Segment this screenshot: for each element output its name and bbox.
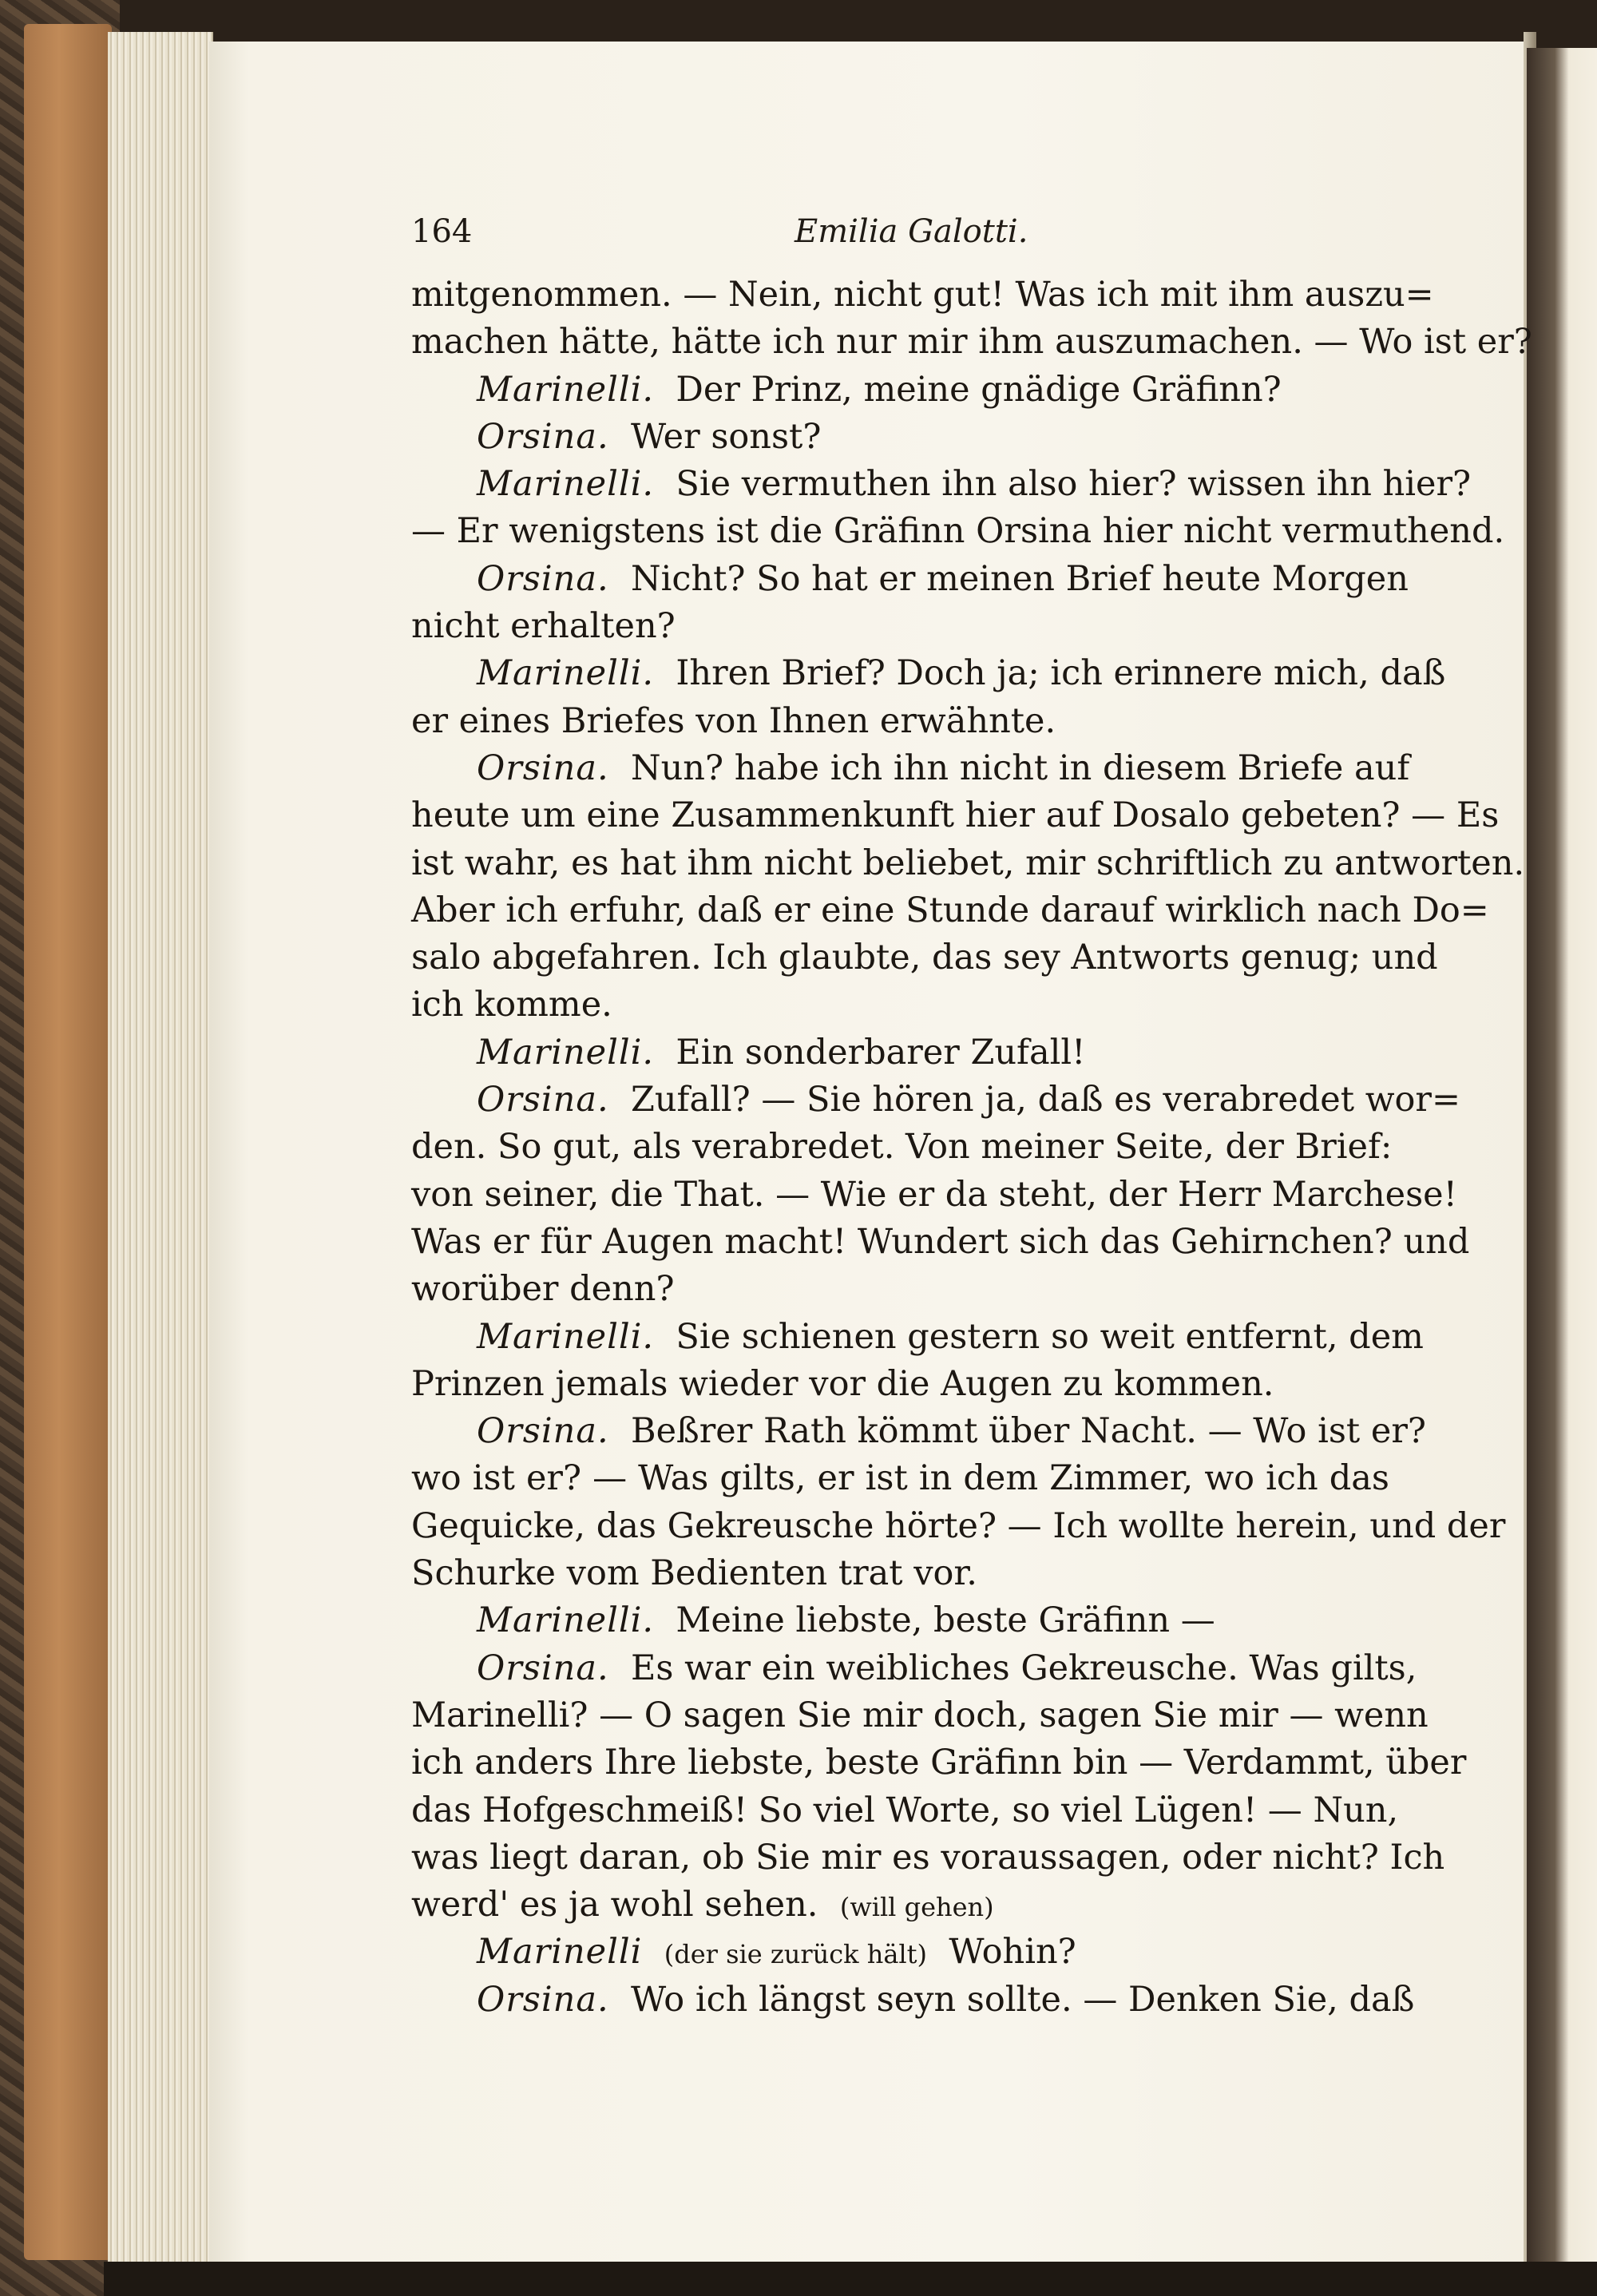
text-line: machen hätte, hätte ich nur mir ihm auszumachen. — Wo ist er? [411,322,1532,363]
dialogue-line: Marinelli. Ein sonderbarer Zufall! [477,1032,1086,1073]
dialogue-line: Marinelli. Der Prinz, meine gnädige Gräfinn? [477,369,1282,410]
speaker-label: Orsina. [477,558,609,599]
speaker-label: Orsina. [477,747,609,788]
dialogue-line: Orsina. Wer sonst? [477,416,822,457]
speaker-label: Orsina. [477,1080,609,1120]
speaker-label: Marinelli. [477,369,655,410]
dialogue-line: Marinelli. Sie schienen gestern so weit entfernt, dem [477,1316,1424,1357]
text-line: heute um eine Zusammenkunft hier auf Dosalo gebeten? — Es [411,795,1500,836]
text-line: von seiner, die That. — Wie er da steht, der Herr Marchese! [411,1174,1457,1215]
text-line: das Hofgeschmeiß! So viel Worte, so viel Lügen! — Nun, [411,1790,1399,1830]
text-line: Gequicke, das Gekreusche hörte? — Ich wollte herein, und der [411,1505,1506,1546]
text-line: werd' es ja wohl sehen. (will gehen) [411,1885,994,1925]
dialogue-line: Orsina. Nicht? So hat er meinen Brief heute Morgen [477,558,1409,599]
text-line: was liegt daran, ob Sie mir es voraussagen, oder nicht? Ich [411,1837,1445,1878]
book-cover-edge [24,24,112,2260]
speaker-label: Marinelli. [477,653,655,694]
speaker-label: Marinelli. [477,1032,655,1073]
text-line: — Er wenigstens ist die Gräfinn Orsina hier nicht vermuthend. [411,511,1505,552]
text-line: nicht erhalten? [411,606,676,647]
text-line: den. So gut, als verabredet. Von meiner Seite, der Brief: [411,1127,1393,1168]
dialogue-line: Orsina. Beßrer Rath kömmt über Nacht. — Wo ist er? [477,1411,1426,1452]
text-line: Schurke vom Bedienten trat vor. [411,1553,977,1594]
speaker-label: Orsina. [477,1411,609,1452]
text-line: ich anders Ihre liebste, beste Gräfinn bin — Verdammt, über [411,1743,1467,1783]
facing-page-edge [1527,48,1597,2264]
speaker-label: Marinelli. [477,1316,655,1357]
speaker-label: Marinelli [477,1932,643,1973]
text-line: wo ist er? — Was gilts, er ist in dem Zimmer, wo ich das [411,1458,1389,1499]
text-line: Aber ich erfuhr, daß er eine Stunde darauf wirklich nach Do= [411,890,1489,930]
text-line: Was er für Augen macht! Wundert sich das Gehirnchen? und [411,1221,1470,1262]
text-line: salo abgefahren. Ich glaubte, das sey Antworts genug; und [411,938,1438,978]
stage-direction: (der sie zurück hält) [664,1939,927,1970]
text-line: ich komme. [411,985,612,1025]
dialogue-line: Marinelli. Meine liebste, beste Gräfinn — [477,1600,1215,1641]
dialogue-line: Marinelli (der sie zurück hält) Wohin? [477,1932,1076,1973]
text-line: Prinzen jemals wieder vor die Augen zu kommen. [411,1363,1274,1404]
text-line: ist wahr, es hat ihm nicht beliebet, mir schriftlich zu antworten. [411,843,1525,883]
speaker-label: Orsina. [477,1979,609,2020]
dialogue-line: Marinelli. Sie vermuthen ihn also hier? wissen ihn hier? [477,464,1472,505]
dialogue-line: Marinelli. Ihren Brief? Doch ja; ich erinnere mich, daß [477,653,1446,694]
speaker-label: Orsina. [477,1648,609,1688]
dialogue-line: Orsina. Es war ein weibliches Gekreusche. Was gilts, [477,1648,1417,1688]
body-text [411,272,1532,2024]
page-header [411,204,1385,260]
speaker-label: Orsina. [477,416,609,457]
text-line: er eines Briefes von Ihnen erwähnte. [411,700,1056,741]
dialogue-line: Orsina. Wo ich längst seyn sollte. — Denken Sie, daß [477,1979,1415,2020]
dialogue-line: Orsina. Nun? habe ich ihn nicht in diesem Briefe auf [477,747,1410,788]
text-line: worüber denn? [411,1269,675,1310]
text-line: Marinelli? — O sagen Sie mir doch, sagen Sie mir — wenn [411,1695,1429,1735]
dialogue-line: Orsina. Zufall? — Sie hören ja, daß es verabredet wor= [477,1080,1460,1120]
stage-direction: (will gehen) [839,1892,994,1923]
speaker-label: Marinelli. [477,464,655,505]
speaker-label: Marinelli. [477,1600,655,1641]
page-stack-edges [108,32,213,2268]
running-title: Emilia Galotti. [795,213,1028,250]
bottom-background [104,2262,1597,2296]
page-number: 164 [411,213,473,250]
text-line: mitgenommen. — Nein, nicht gut! Was ich mit ihm auszu= [411,275,1434,315]
